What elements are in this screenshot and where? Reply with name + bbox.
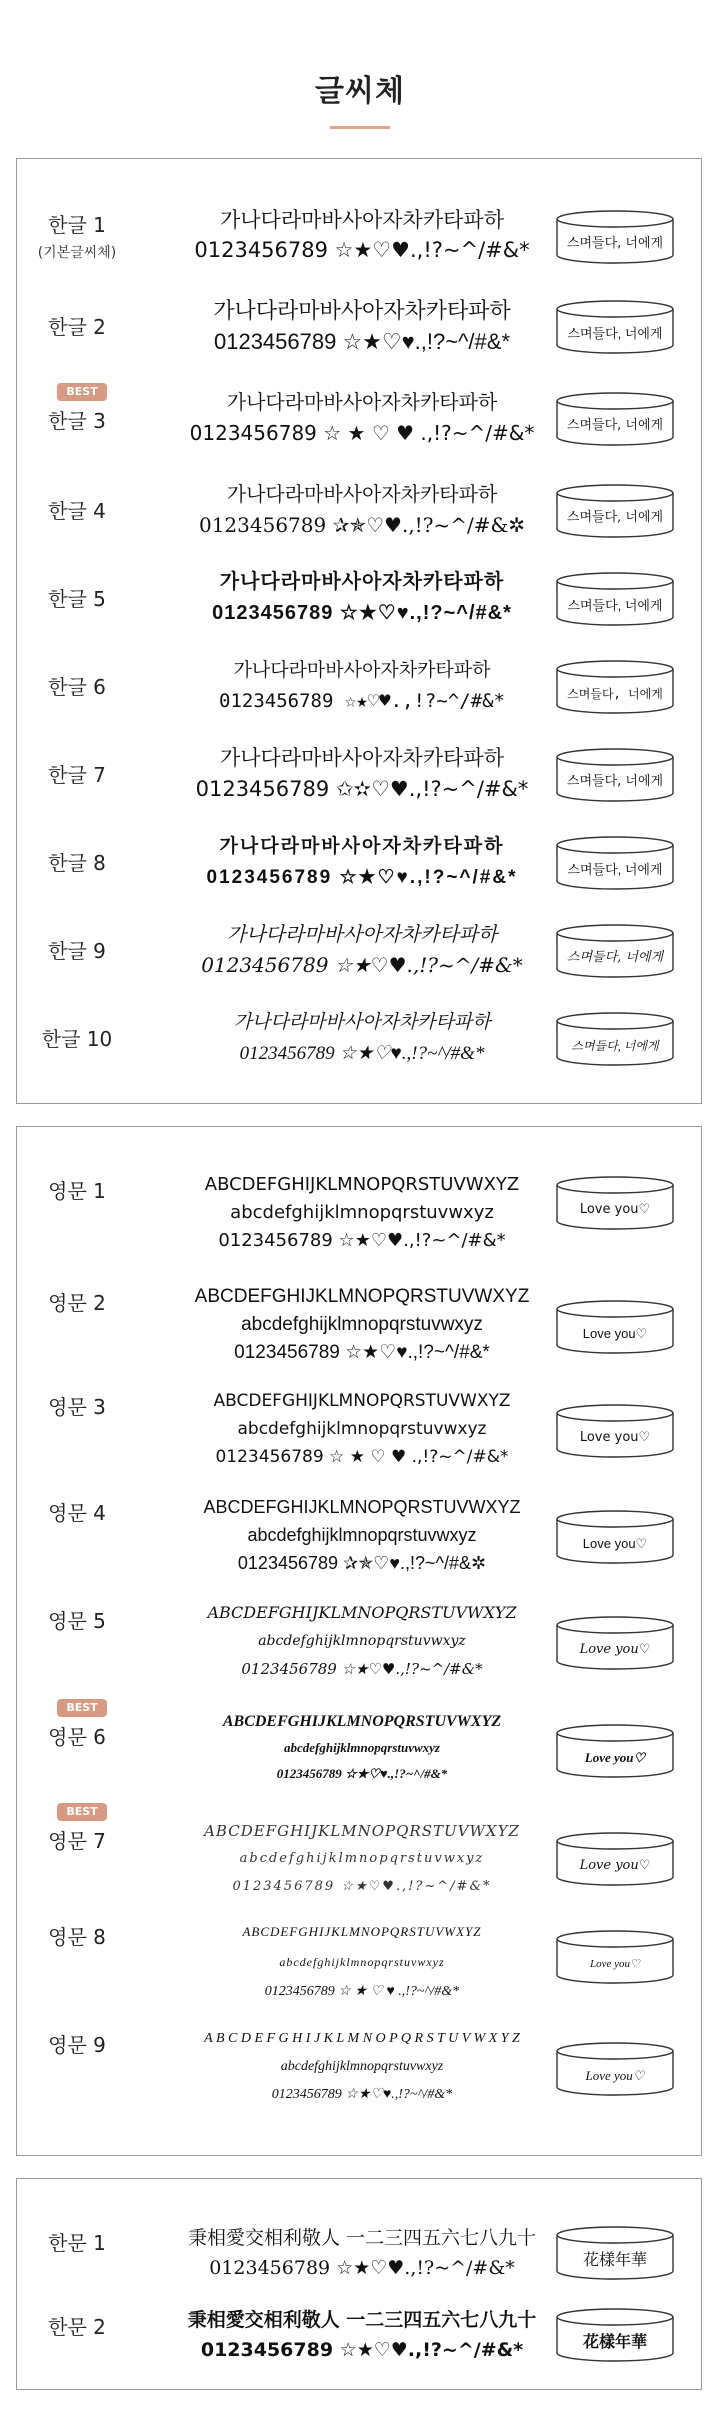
font-label: 한글 9	[48, 939, 106, 963]
font-label: 한글 6	[48, 675, 106, 699]
font-label: 영문 9	[48, 2033, 106, 2057]
sample-line-upper: ABCDEFGHIJKLMNOPQRSTUVWXYZ	[207, 1603, 517, 1622]
sample-line-lower: abcdefghijklmnopqrstuvwxyz	[280, 2059, 444, 2074]
band-text: 스며들다, 너에게	[567, 862, 663, 877]
sample-line-hanja: 秉相愛交相利敬人 一二三四五六七八九十	[187, 2309, 537, 2331]
sample-line-digits: 0123456789 ☆★♡♥.,!?~^/#&*	[213, 329, 511, 354]
sample-line-lower: abcdefghijklmnopqrstuvwxyz	[239, 1851, 485, 1866]
sample-line-hangul: 가나다라마바사아자차카타파하	[219, 208, 504, 232]
sample-line-digits: 0123456789 ☆★♡♥.,!?~^/#&*	[209, 2257, 515, 2279]
font-row-english-5[interactable]	[17, 1601, 701, 1691]
font-sample	[167, 567, 557, 629]
sample-line-lower: abcdefghijklmnopqrstuvwxyz	[241, 1314, 483, 1335]
sample-line-hangul: 가나다라마바사아자차카타파하	[219, 746, 504, 770]
font-label: 영문 2	[48, 1291, 106, 1315]
sample-line-upper: ABCDEFGHIJKLMNOPQRSTUVWXYZ	[222, 1713, 502, 1730]
sample-line-upper: ABCDEFGHIJKLMNOPQRSTUVWXYZ	[204, 1822, 520, 1840]
font-row-korean-6[interactable]	[17, 653, 701, 717]
font-row-korean-5[interactable]	[17, 565, 701, 629]
band-preview	[555, 1723, 675, 1779]
font-label: 영문 7	[48, 1829, 106, 1853]
band-text: Love you♡	[582, 1536, 648, 1551]
font-sample	[167, 1817, 557, 1901]
sample-line-lower: abcdefghijklmnopqrstuvwxyz	[283, 1740, 440, 1755]
band-text: 花樣年華	[582, 2250, 647, 2269]
font-label: 한글 10	[41, 1027, 113, 1051]
font-sample	[167, 2025, 557, 2109]
band-text: Love you♡	[582, 1326, 648, 1341]
font-label: 영문 3	[48, 1395, 106, 1419]
font-label: 영문 6	[48, 1725, 106, 1749]
font-row-korean-2[interactable]	[17, 295, 701, 355]
font-sample	[167, 1171, 557, 1255]
sample-line-upper: ABCDEFGHIJKLMNOPQRSTUVWXYZ	[194, 1286, 530, 1307]
band-preview	[555, 571, 675, 627]
band-preview	[555, 1831, 675, 1887]
font-label: 영문 4	[48, 1501, 106, 1525]
font-sample	[167, 1007, 557, 1069]
sample-line-lower: abcdefghijklmnopqrstuvwxyz	[237, 1419, 487, 1439]
font-row-korean-1[interactable]	[17, 205, 701, 265]
font-label: 한글 7	[48, 763, 106, 787]
band-preview	[555, 2041, 675, 2097]
sample-line-digits: 0123456789 ☆★♡♥.,!?~^/#&*	[212, 602, 512, 624]
sample-line-digits: 0123456789 ☆★♡♥.,!?~^/#&*	[219, 690, 505, 712]
band-preview	[555, 1615, 675, 1671]
font-row-korean-9[interactable]	[17, 917, 701, 981]
band-preview	[555, 299, 675, 355]
font-sample	[167, 919, 557, 981]
sample-line-upper: ABCDEFGHIJKLMNOPQRSTUVWXYZ	[213, 1391, 511, 1411]
font-sample	[167, 1917, 557, 2007]
sample-line-upper: ABCDEFGHIJKLMNOPQRSTUVWXYZ	[204, 1174, 520, 1195]
font-sample	[167, 743, 557, 805]
font-sample	[167, 1709, 557, 1787]
font-sample	[167, 479, 557, 541]
font-label: 한문 2	[48, 2315, 106, 2339]
band-text: Love you♡	[584, 1750, 646, 1765]
band-preview	[555, 1509, 675, 1565]
font-sample	[167, 295, 557, 357]
sample-line-digits: 0123456789 ☆★♡♥.,!?~^/#&*	[201, 953, 523, 977]
font-label: 한글 5	[48, 587, 106, 611]
font-sample	[167, 1283, 557, 1367]
band-text: 스며들다, 너에게	[566, 236, 664, 251]
best-badge: BEST	[57, 1699, 107, 1717]
font-label: 영문 5	[48, 1609, 106, 1633]
sample-line-hangul: 가나다라마바사아자차카타파하	[219, 836, 505, 857]
band-preview	[555, 2307, 675, 2363]
band-preview	[555, 2225, 675, 2281]
band-preview	[555, 1175, 675, 1231]
band-text: 스며들다, 너에게	[566, 774, 664, 789]
font-row-english-3[interactable]	[17, 1389, 701, 1479]
band-preview	[555, 1011, 675, 1067]
font-label: 영문 1	[48, 1179, 106, 1203]
band-text: Love you♡	[579, 1858, 651, 1873]
font-sample	[167, 831, 557, 893]
sample-line-hangul: 가나다라마바사아자차카타파하	[233, 659, 491, 681]
band-text: 花樣年華	[582, 2332, 647, 2351]
band-text: Love you♡	[585, 2068, 645, 2083]
hanja-font-panel	[16, 2178, 702, 2390]
sample-line-digits: 0123456789 ☆★♡♥.,!?~^/#&*	[232, 1879, 492, 1894]
sample-line-digits: 0123456789 ☆★♡♥.,!?~^/#&*	[194, 238, 530, 262]
font-sample	[167, 205, 557, 265]
best-badge: BEST	[57, 1803, 107, 1821]
sample-line-digits: 0123456789 ☆★♡♥.,!?~^/#&*	[241, 1660, 483, 1678]
band-text: 스며들다, 너에게	[567, 598, 663, 613]
font-label: 영문 8	[48, 1925, 106, 1949]
font-row-hanja-2[interactable]	[17, 2305, 701, 2365]
band-preview	[555, 483, 675, 539]
font-row-english-1[interactable]	[17, 1175, 701, 1265]
band-preview	[555, 209, 675, 265]
font-row-english-4[interactable]	[17, 1495, 701, 1585]
sample-line-hangul: 가나다라마바사아자차카타파하	[226, 922, 498, 946]
sample-line-lower: abcdefghijklmnopqrstuvwxyz	[279, 1955, 445, 1969]
sample-line-digits: 0123456789 ☆★♡♥.,!?~^/#&*	[239, 1043, 485, 1064]
sample-line-digits: 0123456789 ☆★♡♥.,!?~^/#&*	[200, 2339, 524, 2361]
sample-line-hangul: 가나다라마바사아자차카타파하	[233, 1012, 491, 1033]
font-row-english-6[interactable]	[17, 1699, 701, 1795]
sample-line-hangul: 가나다라마바사아자차카타파하	[213, 298, 511, 323]
sample-line-digits: 0123456789 ☆★♡♥.,!?~^/#&*	[276, 1766, 448, 1781]
font-row-english-2[interactable]	[17, 1283, 701, 1373]
band-text: Love you♡	[590, 1958, 640, 1970]
sample-line-lower: abcdefghijklmnopqrstuvwxyz	[258, 1633, 466, 1649]
sample-line-digits: 0123456789 ☆★♡♥.,!?~^/#&*	[271, 2087, 453, 2102]
font-label: 한글 2	[48, 315, 106, 339]
font-sample	[167, 1599, 557, 1683]
font-sample	[167, 2305, 557, 2365]
sample-line-digits: 0123456789 ☆★♡♥.,!?~^/#&*	[218, 1230, 506, 1251]
font-row-english-8[interactable]	[17, 1911, 701, 2007]
font-label: 한글 4	[48, 499, 106, 523]
font-row-korean-3[interactable]	[17, 383, 701, 447]
sample-line-hangul: 가나다라마바사아자차카타파하	[219, 571, 505, 593]
band-text: 스며들다, 너에게	[566, 950, 664, 965]
font-row-korean-8[interactable]	[17, 829, 701, 893]
page-title: 글씨체	[315, 74, 405, 109]
sample-line-lower: abcdefghijklmnopqrstuvwxyz	[247, 1525, 477, 1545]
english-font-panel	[16, 1126, 702, 2156]
font-row-english-9[interactable]	[17, 2025, 701, 2121]
sample-line-digits: 0123456789 ☆★♡♥.,!?~^/#&*	[206, 867, 518, 888]
band-text: Love you♡	[579, 1642, 651, 1657]
sample-line-digits: 0123456789 ☆ ★ ♡ ♥ .,!?~^/#&*	[189, 421, 535, 445]
sample-line-hanja: 秉相愛交相利敬人 一二三四五六七八九十	[187, 2227, 537, 2249]
font-label-sub: (기본글씨체)	[37, 245, 117, 261]
title-underline	[330, 126, 390, 129]
band-preview	[555, 1403, 675, 1459]
band-text: 스며들다, 너에게	[566, 510, 664, 525]
band-text: Love you♡	[579, 1202, 651, 1217]
band-preview	[555, 923, 675, 979]
sample-line-digits: 0123456789 ☆ ★ ♡ ♥ .,!?~^/#&*	[215, 1447, 509, 1467]
sample-line-digits: 0123456789 ✰✯♡♥.,!?~^/#&✲	[237, 1553, 487, 1573]
korean-font-panel	[16, 158, 702, 1104]
font-sample	[167, 655, 557, 717]
font-label: 한글 3	[48, 409, 106, 433]
band-preview	[555, 835, 675, 891]
font-sample	[167, 1387, 557, 1471]
font-row-korean-10[interactable]	[17, 1005, 701, 1069]
sample-line-digits: 0123456789 ✩✫♡♥.,!?~^/#&*	[195, 777, 529, 801]
sample-line-hangul: 가나다라마바사아자차카타파하	[226, 390, 498, 414]
sample-line-digits: 0123456789 ☆ ★ ♡ ♥ .,!?~^/#&*	[264, 1984, 460, 1999]
font-label	[17, 209, 137, 262]
font-label: 한문 1	[48, 2231, 106, 2255]
band-preview	[555, 391, 675, 447]
font-label: 한글 8	[48, 851, 106, 875]
sample-line-upper: A B C D E F G H I J K L M N O P Q R S T U V W X Y Z	[204, 2031, 520, 2046]
band-text: 스며들다, 너에게	[571, 1039, 659, 1053]
best-badge: BEST	[57, 383, 107, 401]
font-row-korean-4[interactable]	[17, 477, 701, 541]
font-sample	[167, 387, 557, 449]
font-sample	[167, 1493, 557, 1577]
band-text: 스며들다, 너에게	[567, 326, 663, 341]
band-preview	[555, 1929, 675, 1985]
sample-line-upper: ABCDEFGHIJKLMNOPQRSTUVWXYZ	[203, 1497, 521, 1517]
font-sample	[167, 2223, 557, 2283]
font-row-hanja-1[interactable]	[17, 2223, 701, 2283]
band-preview	[555, 1299, 675, 1355]
band-preview	[555, 659, 675, 715]
band-preview	[555, 747, 675, 803]
band-text: 스며들다, 너에게	[566, 418, 664, 433]
font-row-english-7[interactable]	[17, 1803, 701, 1903]
sample-line-digits: 0123456789 ✰✯♡♥.,!?~^/#&✲	[198, 513, 526, 537]
font-row-korean-7[interactable]	[17, 741, 701, 805]
sample-line-upper: ABCDEFGHIJKLMNOPQRSTUVWXYZ	[242, 1924, 482, 1939]
sample-line-digits: 0123456789 ☆★♡♥.,!?~^/#&*	[234, 1342, 490, 1363]
sample-line-lower: abcdefghijklmnopqrstuvwxyz	[230, 1202, 494, 1223]
sample-line-hangul: 가나다라마바사아자차카타파하	[226, 482, 498, 506]
font-label-text: 한글 1	[48, 213, 106, 237]
band-text: 스며들다, 너에게	[567, 687, 663, 701]
band-text: Love you♡	[579, 1430, 651, 1445]
